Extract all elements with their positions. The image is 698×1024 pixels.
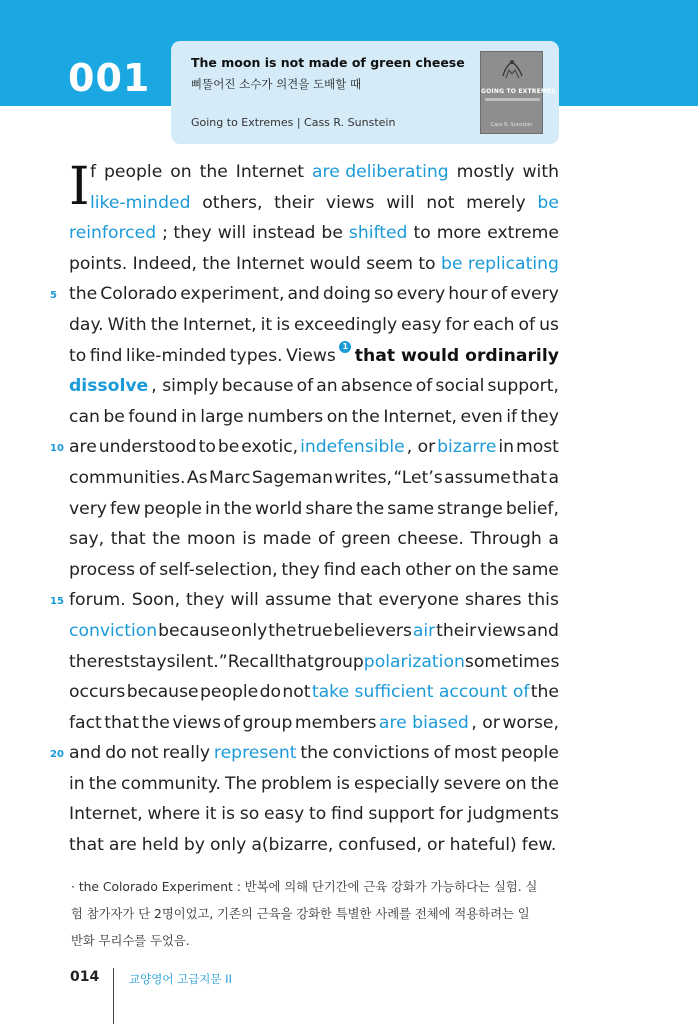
- word: ; they: [162, 223, 212, 244]
- highlighted-word: indefensible: [300, 437, 405, 458]
- word: like-minded: [125, 345, 227, 366]
- word: everyone: [378, 590, 459, 611]
- footnote-line: · the Colorado Experiment : 반복에 의해 단기간에 근육 강화가 가능하다는 실험. 실: [71, 880, 538, 894]
- passage-line: [69, 647, 559, 678]
- passage-line: [69, 738, 559, 769]
- word: hour: [448, 284, 488, 305]
- word: easy: [401, 314, 442, 335]
- drop-cap: I: [69, 157, 90, 217]
- word: the: [223, 498, 252, 519]
- word: find: [89, 345, 123, 366]
- word: because: [221, 376, 294, 397]
- word: that: [337, 590, 373, 611]
- card-subtitle: 삐뚤어진 소수가 의견을 도배할 때: [191, 77, 362, 91]
- word: the: [351, 406, 380, 427]
- word: the: [530, 682, 559, 703]
- word: writes,: [334, 467, 392, 488]
- word: most: [453, 743, 497, 764]
- word: strange: [437, 498, 503, 519]
- word: people: [143, 498, 202, 519]
- word: will: [230, 590, 259, 611]
- word: severe: [443, 773, 502, 794]
- word: it: [260, 314, 273, 335]
- passage-line: [69, 494, 559, 525]
- word: forum.: [69, 590, 126, 611]
- word: occurs: [69, 682, 126, 703]
- word: sometimes: [464, 651, 560, 672]
- word: not: [282, 682, 311, 703]
- word: group: [313, 651, 364, 672]
- word: people: [199, 682, 259, 703]
- word: and: [69, 743, 102, 764]
- word: numbers: [247, 406, 324, 427]
- word: not: [426, 192, 455, 213]
- word: a(bizarre,: [251, 835, 334, 856]
- word: , simply: [151, 376, 219, 397]
- word: of: [490, 284, 508, 305]
- word: support,: [487, 376, 559, 397]
- word: each: [473, 314, 515, 335]
- word: where: [147, 804, 201, 825]
- word: Internet,: [69, 804, 143, 825]
- highlighted-word: are deliberating: [311, 162, 449, 182]
- word: of: [317, 529, 335, 550]
- word: find: [323, 559, 357, 580]
- word: because: [158, 620, 230, 641]
- line-number-20: 20: [50, 749, 64, 760]
- word: confused,: [338, 835, 422, 856]
- word: Internet: [235, 162, 305, 182]
- word: that: [512, 467, 548, 488]
- word: on: [505, 773, 527, 794]
- word: for: [439, 804, 463, 825]
- highlighted-word: represent: [213, 743, 297, 764]
- word: Indeed,: [132, 253, 198, 274]
- word: absence: [340, 376, 413, 397]
- word: Recall: [227, 651, 279, 672]
- passage-line: [69, 677, 559, 708]
- word: that: [278, 651, 314, 672]
- word: really: [162, 743, 211, 764]
- highlighted-word: dissolve: [69, 376, 149, 397]
- word: because: [126, 682, 199, 703]
- word: group: [242, 712, 293, 733]
- header-card: [171, 41, 559, 144]
- highlighted-word: air: [412, 620, 436, 641]
- word: green: [341, 529, 391, 550]
- word: be: [321, 223, 343, 244]
- word: they: [186, 590, 225, 611]
- passage-line: [69, 279, 559, 310]
- word: of: [433, 743, 451, 764]
- word: to: [69, 345, 87, 366]
- word: that: [104, 712, 140, 733]
- word: assume: [444, 467, 511, 488]
- word: few.: [521, 835, 557, 856]
- passage-body: [69, 157, 559, 861]
- word: they: [520, 406, 559, 427]
- word: of: [415, 376, 433, 397]
- word: would: [309, 253, 361, 274]
- word: the: [356, 498, 385, 519]
- word: the: [202, 253, 231, 274]
- word: that: [110, 529, 146, 550]
- word: understood: [98, 437, 197, 458]
- word: process: [69, 559, 136, 580]
- word: held: [141, 835, 179, 856]
- word: problem: [261, 773, 333, 794]
- word: the: [69, 284, 98, 305]
- highlighted-word: shifted: [348, 223, 408, 244]
- highlighted-word: be: [537, 192, 559, 213]
- book-cover-title: GOING TO EXTREMES: [481, 88, 556, 95]
- word: or: [427, 835, 445, 856]
- word: Internet,: [383, 406, 458, 427]
- book-cover-image: [480, 51, 556, 134]
- word: same: [387, 498, 435, 519]
- passage-line: [69, 310, 559, 341]
- word: self-selection,: [159, 559, 278, 580]
- line-number-5: 5: [50, 290, 57, 301]
- word: experiment,: [180, 284, 285, 305]
- word: large: [200, 406, 244, 427]
- passage-line: [69, 157, 559, 188]
- passage-line: [69, 463, 559, 494]
- passage-line: [69, 585, 559, 616]
- word: Internet,: [182, 314, 257, 335]
- passage-line: [69, 341, 559, 372]
- passage-line: [69, 371, 559, 402]
- word: shares: [464, 590, 522, 611]
- word: of: [223, 712, 240, 733]
- word: social: [435, 376, 485, 397]
- word: the: [480, 559, 509, 580]
- word: only: [209, 835, 247, 856]
- word: Sageman: [251, 467, 333, 488]
- word: the: [150, 314, 179, 335]
- word: so: [239, 804, 260, 825]
- word: merely: [466, 192, 526, 213]
- highlighted-word: reinforced: [69, 223, 157, 244]
- word: made: [262, 529, 312, 550]
- passage-line: [69, 799, 559, 830]
- footer-divider: [113, 968, 114, 1024]
- book-cover-strip: [485, 98, 540, 101]
- hands-cover-art-icon: [499, 58, 526, 82]
- passage-line: [69, 524, 559, 555]
- word: the: [530, 773, 559, 794]
- word: do: [259, 682, 282, 703]
- word: same: [512, 559, 559, 580]
- word: will: [386, 192, 415, 213]
- word: us: [539, 314, 559, 335]
- word: in: [181, 406, 197, 427]
- word: on: [454, 559, 477, 580]
- word: With: [107, 314, 147, 335]
- word: mostly: [456, 162, 515, 182]
- word: on: [170, 162, 192, 182]
- word: is: [242, 529, 257, 550]
- passage-line: [69, 249, 559, 280]
- word: people: [104, 162, 163, 182]
- word: easy: [264, 804, 305, 825]
- word: of: [296, 376, 314, 397]
- book-cover-author: Cass R. Sunstein: [490, 122, 533, 128]
- footnote-marker-icon: 1: [339, 341, 351, 353]
- word: in: [69, 773, 85, 794]
- word: hateful): [449, 835, 517, 856]
- word: the: [152, 529, 181, 550]
- word: f: [90, 162, 97, 182]
- passage-line: [69, 830, 559, 861]
- card-source: Going to Extremes | Cass R. Sunstein: [191, 116, 396, 129]
- word: most: [515, 437, 559, 458]
- highlighted-word: take sufficient account of: [311, 682, 530, 703]
- passage-line: [69, 402, 559, 433]
- word: judgments: [467, 804, 559, 825]
- word: convictions: [332, 743, 430, 764]
- word: day.: [69, 314, 104, 335]
- word: fact: [69, 712, 102, 733]
- line-number-15: 15: [50, 596, 64, 607]
- word: very: [69, 498, 107, 519]
- word: will: [217, 223, 247, 244]
- word: few: [110, 498, 141, 519]
- word: stay: [130, 651, 167, 672]
- word: to: [198, 437, 216, 458]
- word: points.: [69, 253, 128, 274]
- word: so: [374, 284, 394, 305]
- word: an: [316, 376, 338, 397]
- page-number: 014: [70, 969, 100, 985]
- word: assume: [264, 590, 332, 611]
- word: “Let’s: [393, 467, 443, 488]
- word: not: [130, 743, 159, 764]
- word: rest: [97, 651, 131, 672]
- word: the: [199, 162, 228, 182]
- word: of: [518, 314, 536, 335]
- highlighted-word: like-minded: [90, 192, 191, 213]
- word: views: [172, 712, 221, 733]
- word: Marc: [209, 467, 251, 488]
- word: , or: [471, 712, 500, 733]
- word: of: [138, 559, 156, 580]
- word: and: [526, 620, 559, 641]
- word: is: [276, 314, 290, 335]
- word: Internet: [235, 253, 305, 274]
- card-title: The moon is not made of green cheese: [191, 55, 465, 70]
- word: do: [105, 743, 127, 764]
- word: Soon,: [131, 590, 181, 611]
- word: to: [418, 253, 436, 274]
- word: share: [305, 498, 353, 519]
- word: extreme: [487, 223, 559, 244]
- word: it: [205, 804, 217, 825]
- word: , or: [406, 437, 436, 458]
- word: more: [436, 223, 482, 244]
- word: true: [297, 620, 333, 641]
- word: members: [294, 712, 377, 733]
- word: in: [205, 498, 221, 519]
- word: others,: [202, 192, 263, 213]
- footnote-line: 반화 무리수를 두었음.: [71, 934, 190, 948]
- word: the: [141, 712, 170, 733]
- word: people: [500, 743, 559, 764]
- word: instead: [252, 223, 316, 244]
- word: a: [548, 467, 559, 488]
- word: views: [325, 192, 375, 213]
- word: exceedingly: [293, 314, 398, 335]
- word: by: [183, 835, 205, 856]
- word: is: [221, 804, 236, 825]
- word: each: [360, 559, 402, 580]
- word: silent.”: [166, 651, 228, 672]
- word: the: [268, 620, 297, 641]
- word: Through: [470, 529, 542, 550]
- word: is: [336, 773, 350, 794]
- word: can: [69, 406, 100, 427]
- word: their: [274, 192, 315, 213]
- word: other: [405, 559, 452, 580]
- passage-line: [69, 432, 559, 463]
- word: are: [69, 437, 97, 458]
- word: are: [108, 835, 137, 856]
- word: views: [477, 620, 526, 641]
- word: with: [522, 162, 559, 182]
- highlighted-word: are biased: [378, 712, 469, 733]
- word: The: [225, 773, 257, 794]
- word: a: [548, 529, 559, 550]
- word: believers: [333, 620, 412, 641]
- word: every: [510, 284, 559, 305]
- highlighted-word: bizarre: [437, 437, 497, 458]
- word: cheese.: [397, 529, 464, 550]
- passage-line: [69, 218, 559, 249]
- footnote-line: 험 참가자가 단 2명이었고, 기존의 근육을 강화한 특별한 사례를 전체에 적용하려는 일: [71, 907, 530, 921]
- word: that: [69, 835, 104, 856]
- word: every: [396, 284, 446, 305]
- word: say,: [69, 529, 105, 550]
- highlighted-word: that would ordinarily: [354, 345, 559, 366]
- passage-line: [69, 188, 559, 219]
- word: the: [300, 743, 329, 764]
- section-number: 001: [68, 56, 151, 100]
- word: exotic,: [241, 437, 299, 458]
- word: on: [326, 406, 349, 427]
- word: moon: [187, 529, 236, 550]
- word: and: [287, 284, 320, 305]
- word: be: [103, 406, 125, 427]
- word: world: [254, 498, 303, 519]
- word: find: [331, 804, 364, 825]
- highlighted-word: polarization: [363, 651, 465, 672]
- word: found: [128, 406, 178, 427]
- passage-line: [69, 708, 559, 739]
- word: only: [230, 620, 268, 641]
- word: Views: [286, 345, 336, 366]
- word: belief,: [505, 498, 559, 519]
- passage-line: [69, 769, 559, 800]
- word: for: [445, 314, 470, 335]
- word: Colorado: [100, 284, 178, 305]
- word: especially: [354, 773, 440, 794]
- word: the: [69, 651, 98, 672]
- passage-line: [69, 555, 559, 586]
- word: even: [460, 406, 503, 427]
- word: this: [527, 590, 559, 611]
- word: communities.: [69, 467, 186, 488]
- footer-book-title: 교양영어 고급지문 II: [129, 972, 232, 986]
- word: community.: [121, 773, 221, 794]
- word: to: [308, 804, 327, 825]
- highlighted-word: be replicating: [440, 253, 559, 274]
- word: their: [436, 620, 477, 641]
- word: worse,: [502, 712, 559, 733]
- line-number-10: 10: [50, 443, 64, 454]
- word: in: [498, 437, 515, 458]
- highlighted-word: conviction: [69, 620, 158, 641]
- passage-line: [69, 616, 559, 647]
- word: to: [413, 223, 431, 244]
- word: they: [281, 559, 320, 580]
- word: doing: [322, 284, 371, 305]
- word: types.: [229, 345, 283, 366]
- word: support: [368, 804, 435, 825]
- footnote: [71, 874, 561, 955]
- word: if: [506, 406, 518, 427]
- word: As: [186, 467, 208, 488]
- word: be: [217, 437, 240, 458]
- word: the: [88, 773, 117, 794]
- word: seem: [366, 253, 413, 274]
